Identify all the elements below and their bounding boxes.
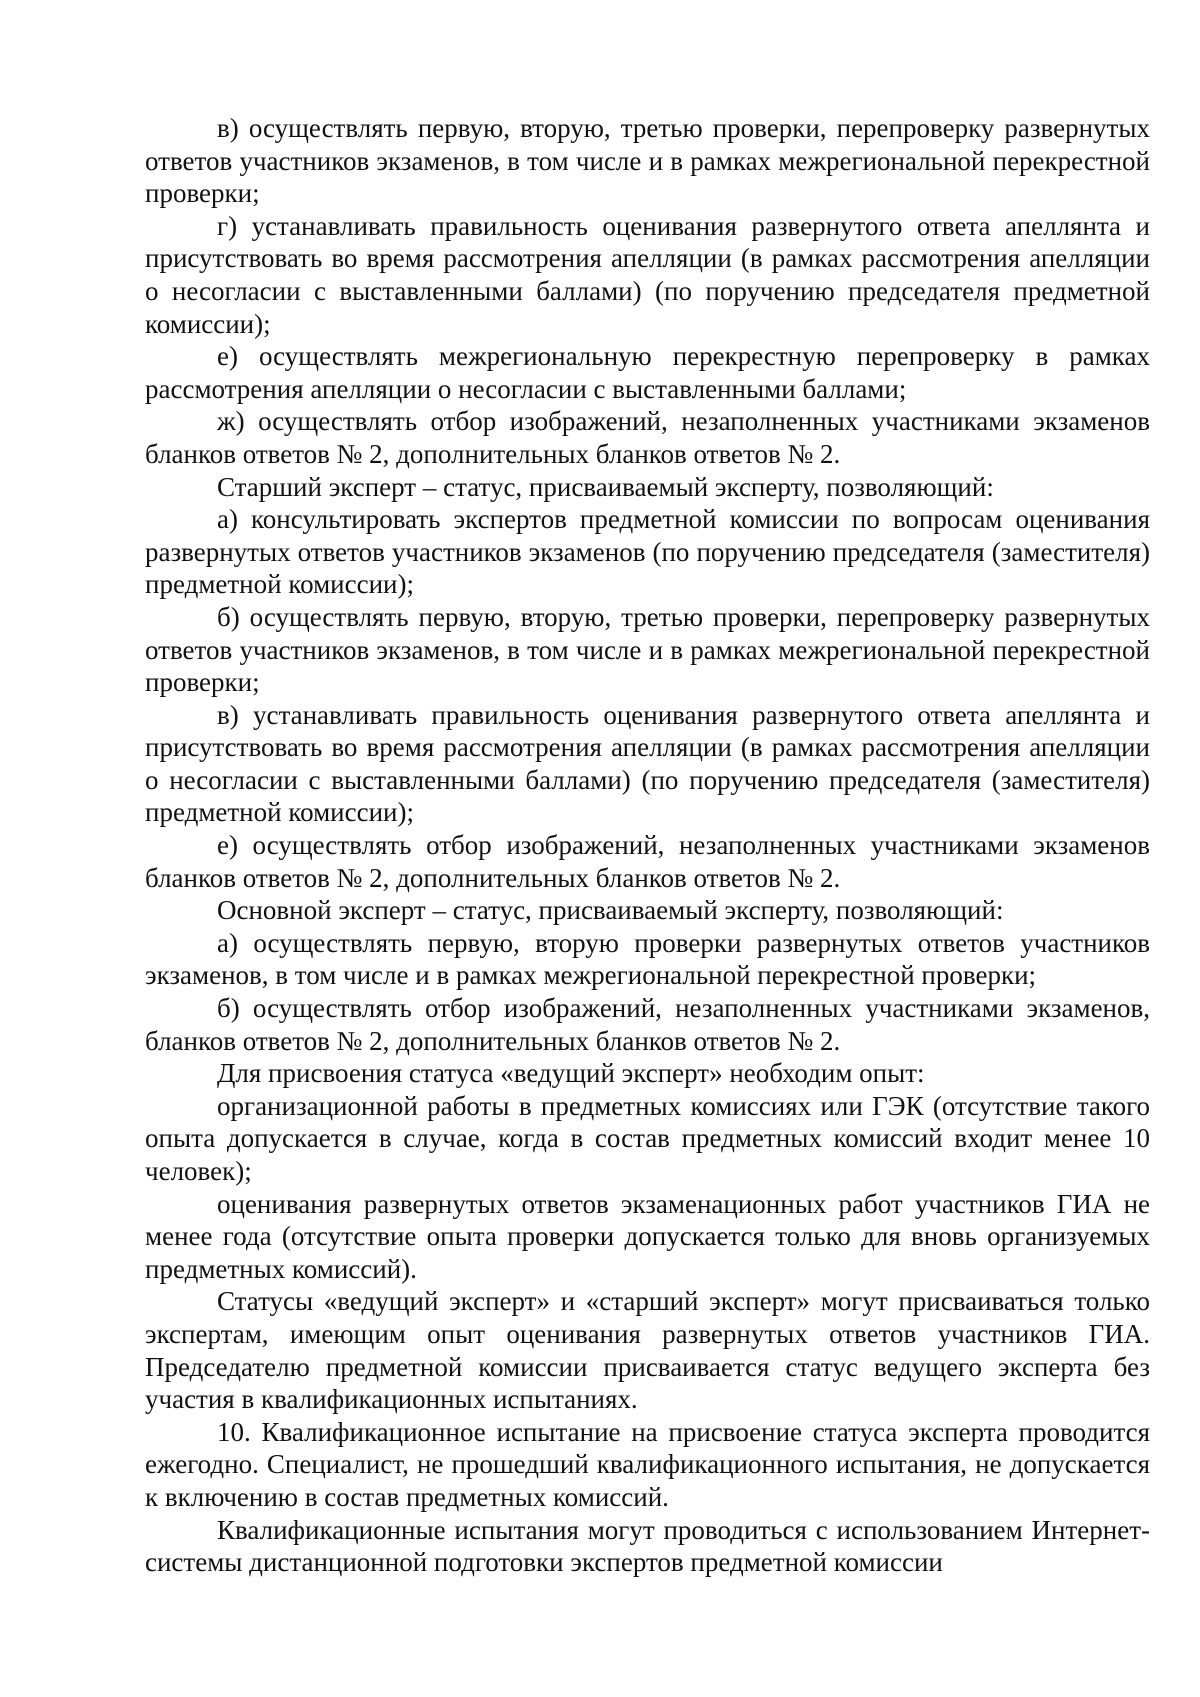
paragraph-12: б) осуществлять отбор изображений, незаполненных участниками экзаменов, бланков ответов № 2, дополнительных бланков ответов № 2. [145, 993, 1150, 1056]
paragraph-6: а) консультировать экспертов предметной комиссии по вопросам оценивания развернутых ответов участников экзаменов (по поручению председателя (заместителя) предметной комиссии); [145, 504, 1150, 600]
paragraph-16: Статусы «ведущий эксперт» и «старший эксперт» могут присваиваться только экспертам, имеющим опыт оценивания развернутых ответов участников ГИА. Председателю предметной комиссии присваивается статус ведущего эксперта без участия в квалификационных испытаниях. [145, 1286, 1150, 1415]
paragraph-3: е) осуществлять межрегиональную перекрестную перепроверку в рамках рассмотрения апелляции о несогласии с выставленными баллами; [145, 341, 1150, 404]
paragraph-4: ж) осуществлять отбор изображений, незаполненных участниками экзаменов бланков ответов № 2, дополнительных бланков ответов № 2. [145, 406, 1150, 469]
paragraph-14: организационной работы в предметных комиссиях или ГЭК (отсутствие такого опыта допускается в случае, когда в состав предметных комиссий входит менее 10 человек); [145, 1090, 1150, 1186]
paragraph-13: Для присвоения статуса «ведущий эксперт» необходим опыт: [217, 1058, 925, 1089]
paragraph-18: Квалификационные испытания могут проводиться с использованием Интернет-системы дистанционной подготовки экспертов предметной комиссии [145, 1514, 1150, 1578]
paragraph-7: б) осуществлять первую, вторую, третью проверки, перепроверку развернутых ответов участников экзаменов, в том числе и в рамках межрегиональной перекрестной проверки; [145, 601, 1150, 698]
paragraph-11: а) осуществлять первую, вторую проверки развернутых ответов участников экзаменов, в том числе и в рамках межрегиональной перекрестной проверки; [145, 927, 1150, 991]
paragraph-2: г) устанавливать правильность оценивания развернутого ответа апеллянта и присутствовать во время рассмотрения апелляции (в рамках рассмотрения апелляции о несогласии с выставленными баллами) (по поручению председателя предметной комиссии); [145, 210, 1150, 339]
paragraph-9: е) осуществлять отбор изображений, незаполненных участниками экзаменов бланков ответов № 2, дополнительных бланков ответов № 2. [145, 830, 1150, 893]
paragraph-17: 10. Квалификационное испытание на присвоение статуса эксперта проводится ежегодно. Специалист, не прошедший квалификационного испытания, не допускается к включению в состав предметных комиссий. [145, 1416, 1150, 1512]
paragraph-5: Старший эксперт – статус, присваиваемый эксперту, позволяющий: [217, 471, 994, 502]
paragraph-15: оценивания развернутых ответов экзаменационных работ участников ГИА не менее года (отсутствие опыта проверки допускается только для вновь организуемых предметных комиссий). [145, 1188, 1150, 1284]
paragraph-10: Основной эксперт – статус, присваиваемый эксперту, позволяющий: [217, 895, 1004, 926]
paragraph-1: в) осуществлять первую, вторую, третью проверки, перепроверку развернутых ответов участников экзаменов, в том числе и в рамках межрегиональной перекрестной проверки; [145, 113, 1150, 209]
paragraph-8: в) устанавливать правильность оценивания развернутого ответа апеллянта и присутствовать во время рассмотрения апелляции (в рамках рассмотрения апелляции о несогласии с выставленными баллами) (по поручению председателя (заместителя) предметной комиссии); [145, 699, 1150, 828]
document-page [145, 112, 1150, 1579]
